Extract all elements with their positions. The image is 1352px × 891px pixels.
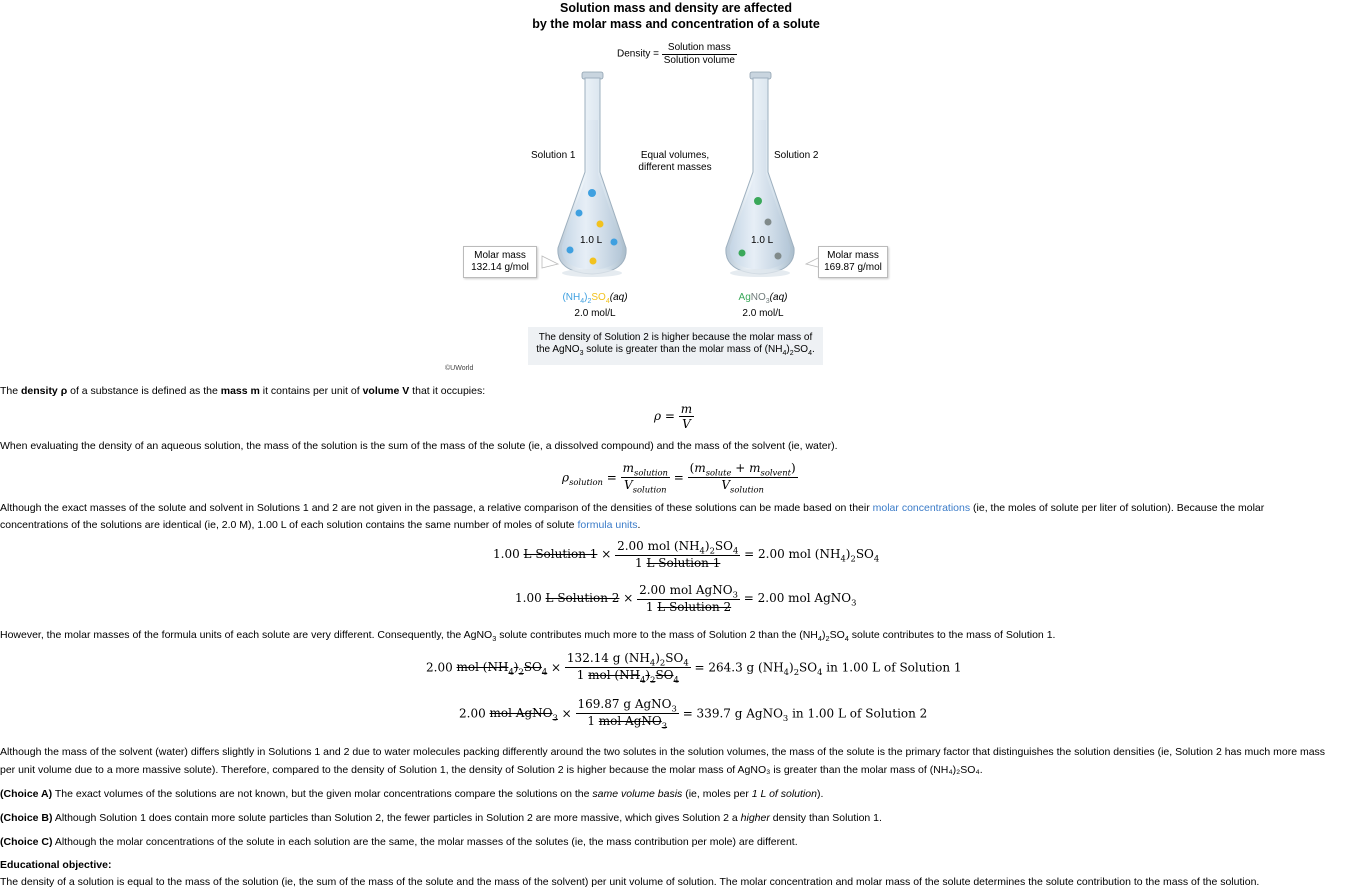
educational-objective-text: The density of a solution is equal to the mass of the solution (ie, the sum of the mass of the solute and the mass of the solvent) per unit volume of solution. The molar concentration and molar mass of the solute determines the solute contribution to the mass of the solution.: [0, 876, 1260, 888]
formula-units-link[interactable]: formula units: [577, 519, 638, 531]
equation-moles-solution-2: 1.00 L Solution 2 × $\frac{2.00 mol AgNO_3}{\text{1 L Solution 2}}$ = 2.00 mol AgNO$_3$: [515, 583, 857, 615]
paragraph-molar-mass: However, the molar masses of the formula units of each solute are very different. Consequently, the AgNO$_3$ solute contributes much more to the mass of Solution 2 than the $(NH_4)_2SO_4$ solute contributes to the mass of Solution 1.: [0, 629, 1056, 644]
ammonium-particle: [611, 239, 618, 246]
paragraph-comparison-line2: concentrations of the solutions are identical (ie, 2.0 M), 1.00 L of each solution contains the same number of moles of solute formula units.: [0, 519, 641, 531]
ammonium-particle: [567, 247, 574, 254]
molar-mass-callout-1: Molar mass 132.14 g/mol: [463, 246, 537, 278]
sulfate-particle: [590, 258, 597, 265]
equation-mass-solution-1: 2.00 mol $(NH_4)_2SO_4$ × $\frac{132.14 g (NH_4)_2SO_4}{1 mol (NH_4)_2SO_4}$ = 264.3 g $(NH_4)_2SO_4$ in 1.00 L of Solution 1: [426, 651, 962, 685]
choice-b-explanation: (Choice B) Although Solution 1 does contain more solute particles than Solution 2, the fewer particles in Solution 2 are more massive, which gives Solution 2 a higher density than Solution 1.: [0, 812, 882, 824]
sulfate-particle: [597, 221, 604, 228]
copyright: ©UWorld: [445, 365, 474, 372]
paragraph-comparison-line1: Although the exact masses of the solute and solvent in Solutions 1 and 2 are not given in the passage, a relative comparison of the densities of these solutions can be made based on their molar concentrations (ie, the moles of solute per liter of solution). Because the molar: [0, 502, 1265, 514]
paragraph-solution-mass: When evaluating the density of an aqueous solution, the mass of the solution is the sum of the mass of the solute (ie, a dissolved compound) and the mass of the solvent (ie, water).: [0, 440, 838, 452]
molar-concentrations-link[interactable]: molar concentrations: [872, 502, 971, 514]
silver-particle: [739, 250, 746, 257]
paragraph-conclusion-line2: per unit volume due to a more massive solute). Therefore, compared to the density of Solution 1, the density of Solution 2 is higher because the molar mass of AgNO₃ is greater than the molar mass of (NH₄)₂SO₄.: [0, 764, 983, 776]
equation-solution-density: $\rho_{solution}$ = $\frac{m_{solution}}{V_{solution}}$ = $\frac{(m_{solute} + m_{solvent})}{V_{solution}}$: [562, 461, 796, 495]
density-formula: Density = $\frac{\text{Solution mass}}{\text{Solution volume}}$: [617, 42, 735, 66]
equation-density: ρ = $\frac{m}{V}$: [654, 402, 693, 431]
figure-title: Solution mass and density are affected by the molar mass and concentration of a solute: [532, 1, 820, 31]
ammonium-particle: [588, 189, 596, 197]
solution-2-label: Solution 2: [774, 150, 819, 161]
educational-objective-heading: Educational objective:: [0, 859, 112, 871]
equation-mass-solution-2: 2.00 mol AgNO$_3$ × $\frac{169.87 g AgNO_3}{1 mol AgNO_3}$ = 339.7 g AgNO$_3$ in 1.00 L of Solution 2: [459, 697, 928, 731]
equation-moles-solution-1: 1.00 L Solution 1 × $\frac{2.00 mol (NH_4)_2SO_4}{\text{1 L Solution 1}}$ = 2.00 mol $(NH_4)_2SO_4$: [493, 539, 880, 571]
ammonium-particle: [576, 210, 583, 217]
nitrate-particle: [765, 219, 772, 226]
nitrate-particle: [775, 253, 782, 260]
density-note: The density of Solution 2 is higher because the molar mass of the AgNO$_3$ solute is greater than the molar mass of $(NH_4)_2SO_4$.: [528, 327, 823, 365]
silver-particle: [754, 197, 762, 205]
choice-c-explanation: (Choice C) Although the molar concentrations of the solute in each solution are the same, the molar masses of the solutes (ie, the mass contribution per mole) are different.: [0, 836, 798, 848]
solution-1-label: Solution 1: [531, 150, 576, 161]
choice-a-explanation: (Choice A) The exact volumes of the solutions are not known, but the given molar concentrations compare the solutions on the same volume basis (ie, moles per 1 L of solution).: [0, 788, 824, 800]
solute-2-label: AgNO$_3$(aq) 2.0 mol/L: [738, 292, 788, 319]
paragraph-conclusion-line1: Although the mass of the solvent (water) differs slightly in Solutions 1 and 2 due to water molecules packing differently around the two solutes in the solution volumes, the mass of the solute is the primary factor that distinguishes the solution densities (ie, Solution 2 has much more mass: [0, 746, 1326, 758]
solute-1-label: $(NH_4)_2SO_4(aq)$ 2.0 mol/L: [562, 292, 628, 319]
volume-label-1: 1.0 L: [580, 235, 603, 246]
center-label: Equal volumes, different masses: [638, 150, 712, 173]
molar-mass-callout-2: Molar mass 169.87 g/mol: [818, 246, 888, 278]
paragraph-density-definition: The density ρ of a substance is defined as the mass m it contains per unit of volume V that it occupies:: [0, 385, 486, 397]
volume-label-2: 1.0 L: [751, 235, 774, 246]
